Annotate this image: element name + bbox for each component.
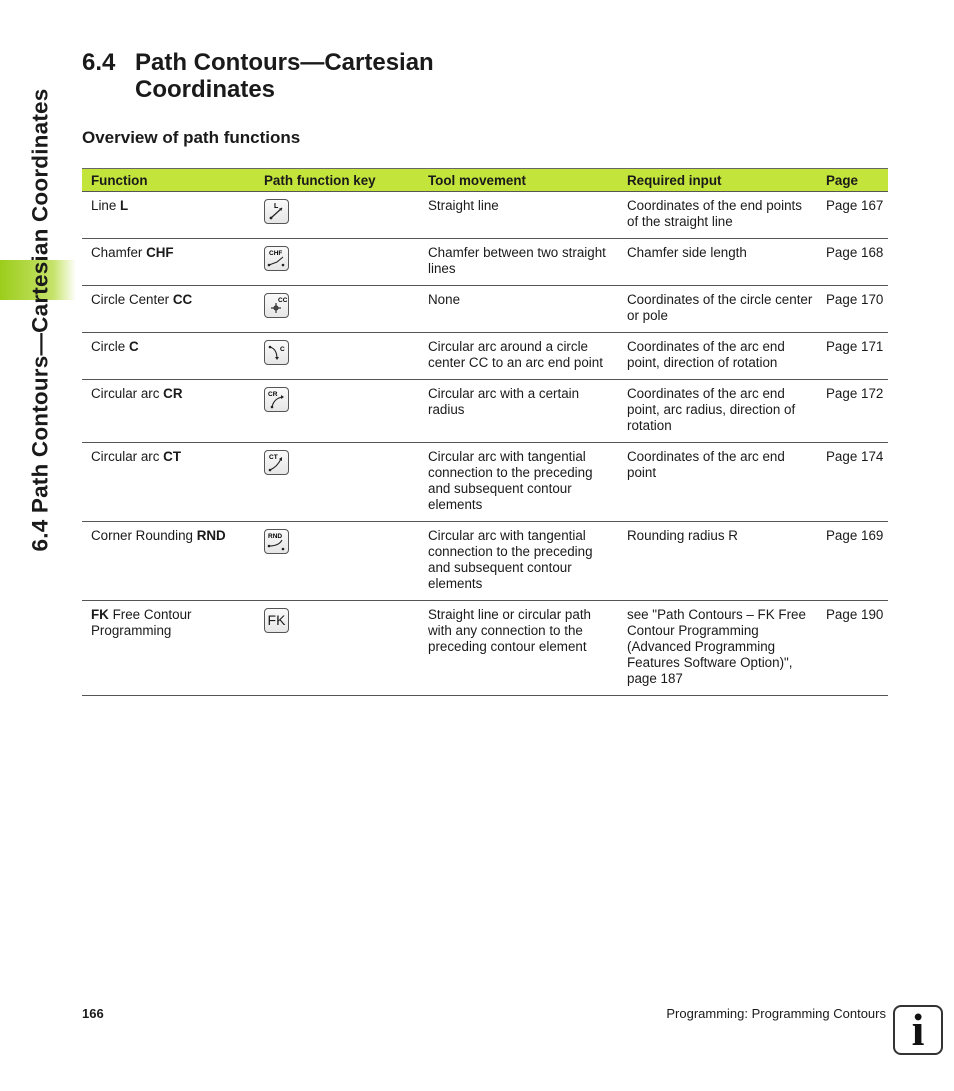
header-path-function-key: Path function key	[255, 169, 419, 192]
svg-text:CR: CR	[268, 391, 278, 398]
info-icon	[893, 1005, 943, 1055]
function-name: Circle Center	[91, 292, 173, 307]
movement-cell: Circular arc with tangential connection to the preceding and subsequent contour elements	[419, 443, 618, 522]
input-cell: Coordinates of the end points of the straight line	[618, 192, 817, 239]
table-row	[82, 522, 888, 601]
function-code: CT	[163, 449, 182, 464]
key-cell	[255, 286, 419, 333]
chapter-footer: Programming: Programming Contours	[666, 1006, 886, 1021]
function-code: FK	[91, 607, 109, 622]
svg-text:CT: CT	[269, 454, 278, 461]
corner-rounding-key-icon[interactable]	[264, 529, 289, 554]
table-row	[82, 192, 888, 239]
key-cell	[255, 380, 419, 443]
function-code: C	[128, 339, 139, 354]
key-cell	[255, 443, 419, 522]
side-title	[20, 60, 60, 580]
title-line-1: Path Contours—Cartesian	[135, 49, 434, 76]
table-header-row	[82, 169, 888, 192]
line-key-icon[interactable]	[264, 199, 289, 224]
table-row	[82, 333, 888, 380]
page-cell: Page 167	[817, 192, 888, 239]
key-cell	[255, 239, 419, 286]
function-name: Corner Rounding	[91, 528, 197, 543]
movement-cell: Circular arc around a circle center CC to an arc end point	[419, 333, 618, 380]
side-bar	[0, 0, 76, 1091]
movement-cell: Circular arc with a certain radius	[419, 380, 618, 443]
table-row	[82, 601, 888, 696]
header-required-input: Required input	[618, 169, 817, 192]
function-cell	[82, 380, 255, 443]
function-cell	[82, 286, 255, 333]
header-function: Function	[82, 169, 255, 192]
function-cell	[82, 522, 255, 601]
svg-text:L: L	[274, 203, 279, 210]
page-cell: Page 168	[817, 239, 888, 286]
table-row	[82, 286, 888, 333]
table-row	[82, 380, 888, 443]
input-cell: Coordinates of the arc end point, direction of rotation	[618, 333, 817, 380]
function-cell	[82, 601, 255, 696]
circular-arc-tangential-key-icon[interactable]	[264, 450, 289, 475]
movement-cell: Circular arc with tangential connection to the preceding and subsequent contour elements	[419, 522, 618, 601]
function-code: RND	[196, 528, 226, 543]
page-cell: Page 174	[817, 443, 888, 522]
chamfer-key-icon[interactable]	[264, 246, 289, 271]
input-cell: Rounding radius R	[618, 522, 817, 601]
page-cell: Page 172	[817, 380, 888, 443]
function-cell	[82, 239, 255, 286]
function-code: CC	[172, 292, 193, 307]
info-symbol: i	[911, 1004, 925, 1055]
key-cell	[255, 333, 419, 380]
function-cell	[82, 443, 255, 522]
page-cell: Page 170	[817, 286, 888, 333]
page-cell: Page 190	[817, 601, 888, 696]
side-title-text: 6.4 Path Contours—Cartesian Coordinates	[27, 88, 53, 552]
function-name: Circle	[91, 339, 129, 354]
input-cell: Chamfer side length	[618, 239, 817, 286]
page-number: 166	[82, 1006, 104, 1021]
circle-center-key-icon[interactable]	[264, 293, 289, 318]
svg-text:C: C	[280, 346, 285, 353]
svg-text:CC: CC	[278, 297, 288, 304]
key-cell	[255, 601, 419, 696]
input-cell: Coordinates of the arc end point, arc radius, direction of rotation	[618, 380, 817, 443]
header-page: Page	[817, 169, 888, 192]
input-cell: see "Path Contours – FK Free Contour Programming (Advanced Programming Features Software Option)", page 187	[618, 601, 817, 696]
function-name: Circular arc	[91, 386, 164, 401]
table-row	[82, 443, 888, 522]
function-name: Free Contour Programming	[91, 607, 192, 638]
circle-key-icon[interactable]	[264, 340, 289, 365]
function-code: CR	[163, 386, 183, 401]
key-cell	[255, 192, 419, 239]
page-cell: Page 171	[817, 333, 888, 380]
circular-arc-radius-key-icon[interactable]	[264, 387, 289, 412]
function-code: L	[120, 198, 129, 213]
movement-cell: Straight line	[419, 192, 618, 239]
title-line-2: Coordinates	[135, 76, 276, 103]
header-tool-movement: Tool movement	[419, 169, 618, 192]
svg-text:RND: RND	[268, 533, 283, 540]
fk-key-button[interactable]: FK	[264, 608, 289, 633]
input-cell: Coordinates of the circle center or pole	[618, 286, 817, 333]
page-cell: Page 169	[817, 522, 888, 601]
function-code: CHF	[146, 245, 174, 260]
function-cell	[82, 192, 255, 239]
svg-text:CHF: CHF	[269, 250, 283, 257]
page-title	[82, 49, 434, 103]
input-cell: Coordinates of the arc end point	[618, 443, 817, 522]
movement-cell: Straight line or circular path with any connection to the preceding contour element	[419, 601, 618, 696]
function-name: Line	[91, 198, 121, 213]
section-number: 6.4	[82, 49, 116, 76]
section-subheading: Overview of path functions	[82, 128, 301, 147]
function-name: Circular arc	[91, 449, 164, 464]
function-name: Chamfer	[91, 245, 147, 260]
movement-cell: Chamfer between two straight lines	[419, 239, 618, 286]
movement-cell: None	[419, 286, 618, 333]
table-row	[82, 239, 888, 286]
function-cell	[82, 333, 255, 380]
key-cell	[255, 522, 419, 601]
path-functions-table	[82, 168, 888, 696]
